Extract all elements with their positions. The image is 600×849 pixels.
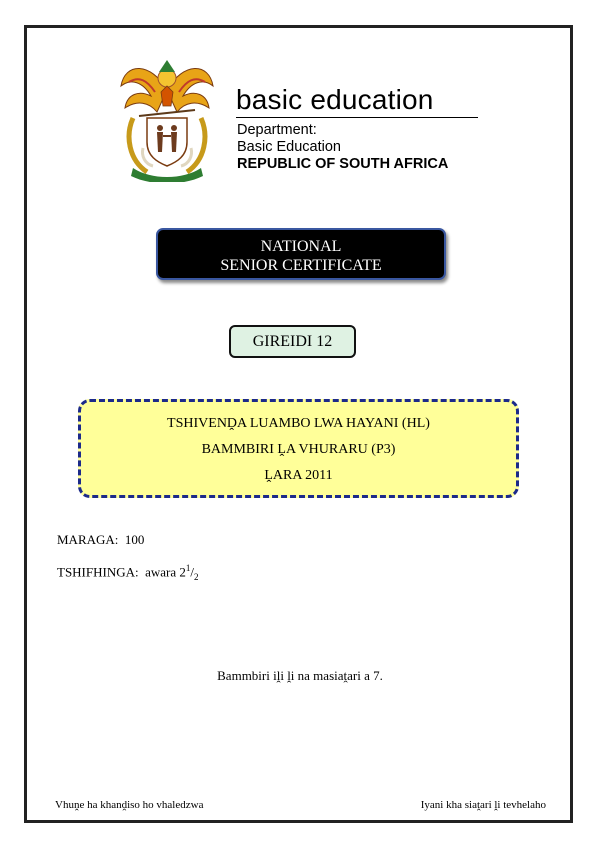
marks-label: MARAGA: bbox=[57, 532, 119, 547]
dept-label: Department: bbox=[237, 122, 317, 138]
dept-name: Basic Education bbox=[237, 139, 341, 155]
subject-box bbox=[78, 399, 519, 498]
time-fraction-denominator: 2 bbox=[194, 571, 199, 582]
time-line bbox=[57, 563, 199, 582]
time-value: awara 2 bbox=[145, 564, 186, 580]
grade-box: GIREIDI 12 bbox=[229, 325, 356, 358]
certificate-line-1: NATIONAL bbox=[260, 238, 342, 255]
subject-line-1: TSHIVENḒA LUAMBO LWA HAYANI (HL) bbox=[167, 416, 430, 431]
subject-line-3: ḼARA 2011 bbox=[264, 468, 333, 483]
coat-of-arms-icon bbox=[117, 56, 217, 182]
time-label: TSHIFHINGA: bbox=[57, 564, 139, 580]
certificate-line-2: SENIOR CERTIFICATE bbox=[220, 257, 382, 274]
certificate-box bbox=[156, 228, 446, 280]
brand-underline bbox=[236, 117, 478, 118]
time-fraction-numerator: 1 bbox=[185, 563, 191, 573]
footer-continue: Iyani kha siaṱari ḽi tevhelaho bbox=[420, 799, 546, 811]
department-block bbox=[237, 122, 448, 173]
marks-value: 100 bbox=[124, 532, 145, 547]
marks-line bbox=[57, 532, 144, 548]
time-fraction-slash: / bbox=[190, 564, 195, 580]
page-count-note: Bammbiri iḽi ḽi na masiaṱari a 7. bbox=[217, 668, 383, 683]
footer-copyright: Vhuṋe ha khanḓiso ho vhaledzwa bbox=[55, 799, 204, 811]
country-name: REPUBLIC OF SOUTH AFRICA bbox=[237, 156, 449, 172]
subject-line-2: BAMMBIRI ḼA VHURARU (P3) bbox=[201, 442, 396, 457]
brand-title: basic education bbox=[236, 84, 434, 115]
